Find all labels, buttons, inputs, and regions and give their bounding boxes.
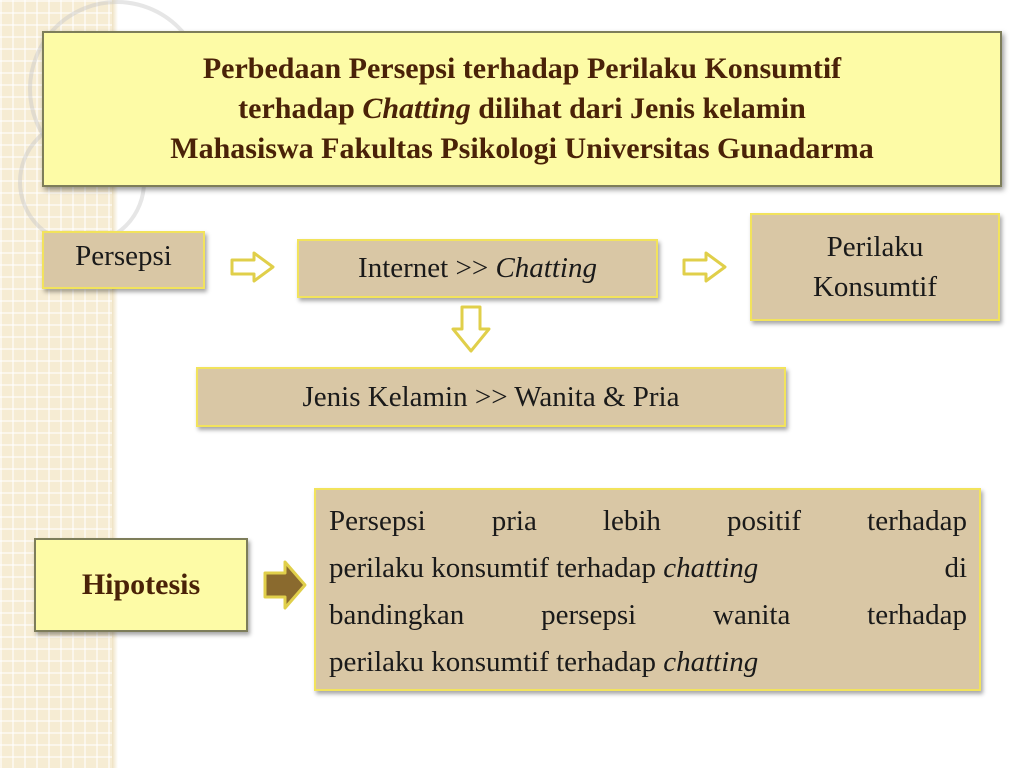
node-jenis-kelamin-label: Jenis Kelamin >> Wanita & Pria xyxy=(302,380,680,413)
title-line-2 xyxy=(238,89,806,129)
title-line-3: Mahasiswa Fakultas Psikologi Universitas Gunadarma xyxy=(170,132,874,165)
hypothesis-line-2-suffix: di xyxy=(944,552,967,584)
hypothesis-line-1-text: Persepsi pria lebih positif terhadap xyxy=(329,505,967,537)
node-perilaku-line-2: Konsumtif xyxy=(812,271,938,303)
slide-title xyxy=(42,31,1002,187)
hypothesis-line-2-italic: chatting xyxy=(663,552,759,584)
node-persepsi-label: Persepsi xyxy=(75,239,172,272)
node-internet-label xyxy=(358,252,597,285)
title-line-1: Perbedaan Persepsi terhadap Perilaku Konsumtif xyxy=(202,52,842,85)
hypothesis-line-2-prefix: perilaku konsumtif terhadap xyxy=(329,552,664,584)
title-line-2-suffix: dilihat dari Jenis kelamin xyxy=(470,92,806,125)
down-arrow-icon xyxy=(451,305,491,353)
hypothesis-line-2-left xyxy=(329,545,758,592)
right-arrow-filled-icon xyxy=(262,559,308,611)
hypothesis-box xyxy=(314,488,981,691)
title-line-2-prefix: terhadap xyxy=(238,92,363,125)
node-perilaku-line-1: Perilaku xyxy=(826,231,924,263)
node-perilaku-konsumtif xyxy=(750,213,1000,321)
node-hipotesis xyxy=(34,538,248,632)
hypothesis-line-4-italic: chatting xyxy=(663,646,759,678)
hypothesis-line-3-text: bandingkan persepsi wanita terhadap xyxy=(329,599,967,631)
node-jenis-kelamin xyxy=(196,367,786,427)
right-arrow-icon xyxy=(230,251,275,283)
node-hipotesis-label: Hipotesis xyxy=(81,568,201,601)
hypothesis-line-1 xyxy=(329,498,967,545)
node-persepsi xyxy=(42,231,205,289)
node-internet-italic: Chatting xyxy=(495,252,597,284)
node-internet-prefix: Internet >> xyxy=(358,252,496,284)
right-arrow-icon xyxy=(682,251,727,283)
hypothesis-line-4-prefix: perilaku konsumtif terhadap xyxy=(329,646,664,678)
hypothesis-line-2 xyxy=(329,545,967,592)
title-line-2-italic: Chatting xyxy=(362,92,471,125)
hypothesis-line-3 xyxy=(329,592,967,639)
node-internet-chatting xyxy=(297,239,658,298)
hypothesis-line-4 xyxy=(329,639,967,686)
